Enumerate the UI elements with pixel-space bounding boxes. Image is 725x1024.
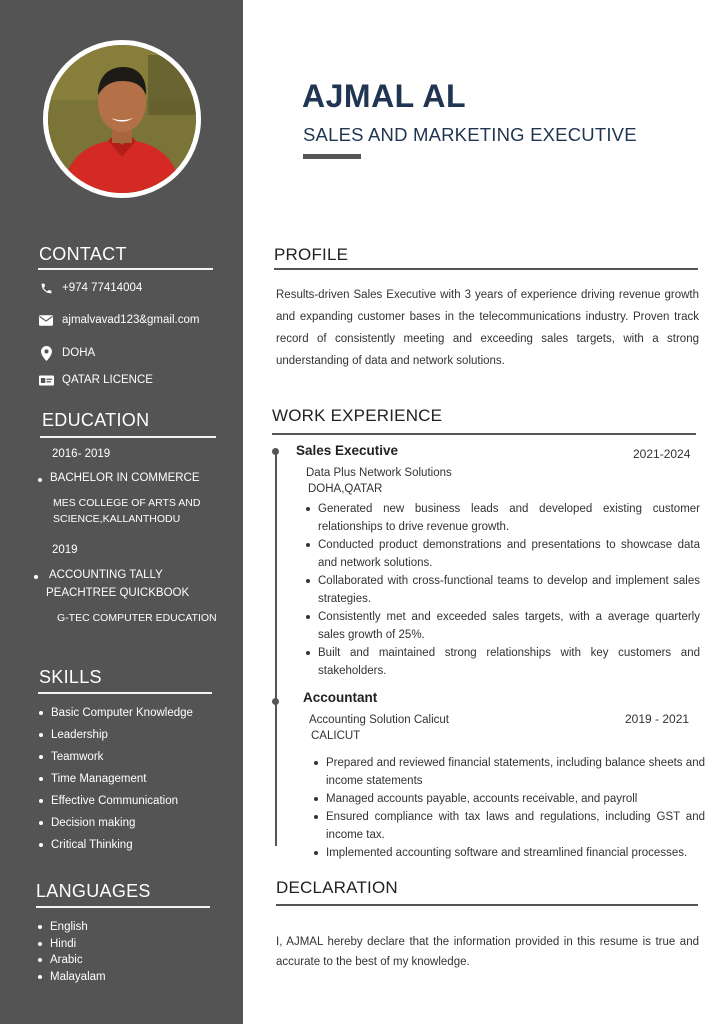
- sidebar: [0, 0, 243, 1024]
- skill-item: Time Management: [36, 771, 193, 793]
- experience-heading: WORK EXPERIENCE: [272, 406, 443, 425]
- education-degree-2-line2: PEACHTREE QUICKBOOK: [46, 587, 190, 599]
- education-degree-1: BACHELOR IN COMMERCE: [50, 472, 200, 484]
- language-item: English: [36, 920, 106, 937]
- education-school-1-line1: MES COLLEGE OF ARTS AND: [53, 497, 201, 509]
- licence-text: QATAR LICENCE: [62, 374, 153, 386]
- declaration-divider: [276, 904, 698, 906]
- duty-item: Prepared and reviewed financial statements, including balance sheets and income statements: [312, 754, 705, 790]
- title-accent-bar: [303, 154, 361, 159]
- language-item: Hindi: [36, 937, 106, 954]
- skill-item: Teamwork: [36, 749, 193, 771]
- profile-text: Results-driven Sales Executive with 3 years of experience driving revenue growth and expanding customer bases in the telecommunications industry. Proven track record of consistently meeting and exceeding sales targets, with a strong understanding of data and network solutions.: [276, 289, 699, 367]
- duty-item: Ensured compliance with tax laws and regulations, including GST and income tax.: [312, 808, 705, 844]
- job-company-1: Data Plus Network Solutions: [306, 467, 452, 479]
- education-school-2: G-TEC COMPUTER EDUCATION: [57, 612, 217, 624]
- language-item: Malayalam: [36, 970, 106, 987]
- profile-photo: [43, 40, 201, 198]
- duty-item: Managed accounts payable, accounts receivable, and payroll: [312, 790, 705, 808]
- location-pin-icon: [38, 346, 54, 360]
- envelope-icon: [38, 313, 54, 327]
- skills-heading: SKILLS: [39, 667, 102, 687]
- profile-heading: PROFILE: [274, 245, 349, 264]
- duty-item: Consistently met and exceeded sales targets, with a average quarterly sales growth of 25%.: [304, 608, 700, 644]
- language-item: Arabic: [36, 953, 106, 970]
- education-years-2: 2019: [52, 544, 78, 556]
- education-heading: EDUCATION: [42, 410, 150, 430]
- skill-item: Leadership: [36, 727, 193, 749]
- languages-divider: [36, 906, 210, 908]
- contact-email: [38, 313, 199, 327]
- experience-divider: [272, 433, 696, 435]
- job-duties-1: [304, 500, 700, 680]
- phone-number[interactable]: +974 77414004: [62, 282, 143, 294]
- skill-item: Decision making: [36, 815, 193, 837]
- education-divider: [40, 436, 216, 438]
- location-text: DOHA: [62, 347, 96, 359]
- job-company-2: Accounting Solution Calicut: [309, 714, 449, 726]
- timeline-dot: [272, 448, 279, 455]
- job-role-1: Sales Executive: [296, 443, 399, 458]
- contact-heading: CONTACT: [39, 244, 127, 264]
- phone-icon: [38, 281, 54, 295]
- job-location-1: DOHA,QATAR: [308, 483, 383, 495]
- skill-item: Effective Communication: [36, 793, 193, 815]
- job-duties-2: [312, 754, 705, 862]
- bullet-dot: [38, 478, 42, 482]
- bullet-dot: [34, 575, 38, 579]
- profile-divider: [274, 268, 698, 270]
- duty-item: Conducted product demonstrations and presentations to showcase data and network solutions.: [304, 536, 700, 572]
- contact-phone: [38, 281, 142, 295]
- skill-item: Critical Thinking: [36, 837, 193, 859]
- candidate-title: SALES AND MARKETING EXECUTIVE: [303, 124, 637, 145]
- declaration-heading: DECLARATION: [276, 878, 398, 897]
- duty-item: Generated new business leads and developed existing customer relationships to drive revenue growth.: [304, 500, 700, 536]
- timeline-dot: [272, 698, 279, 705]
- contact-licence: [38, 373, 153, 387]
- id-card-icon: [38, 373, 54, 387]
- education-degree-2-line1: ACCOUNTING TALLY: [49, 569, 163, 581]
- contact-divider: [38, 268, 213, 270]
- education-years-1: 2016- 2019: [52, 448, 111, 460]
- languages-heading: LANGUAGES: [36, 881, 151, 901]
- languages-list: [36, 920, 106, 986]
- declaration-text: I, AJMAL hereby declare that the information provided in this resume is true and accurate to the best of my knowledge.: [276, 936, 699, 968]
- duty-item: Collaborated with cross-functional teams to develop and implement sales strategies.: [304, 572, 700, 608]
- job-role-2: Accountant: [303, 690, 378, 705]
- email-address[interactable]: ajmalvavad123&gmail.com: [62, 314, 200, 326]
- duty-item: Built and maintained strong relationships with key customers and stakeholders.: [304, 644, 700, 680]
- experience-timeline: [275, 450, 277, 846]
- education-school-1-line2: SCIENCE,KALLANTHODU: [53, 513, 181, 525]
- contact-location: [38, 346, 95, 360]
- job-dates-2: 2019 - 2021: [625, 712, 690, 726]
- skills-divider: [38, 692, 212, 694]
- candidate-name: AJMAL AL: [302, 78, 466, 114]
- job-dates-1: 2021-2024: [633, 447, 691, 461]
- skill-item: Basic Computer Knowledge: [36, 705, 193, 727]
- job-location-2: CALICUT: [311, 730, 361, 742]
- skills-list: [36, 705, 193, 859]
- duty-item: Implemented accounting software and streamlined financial processes.: [312, 844, 705, 862]
